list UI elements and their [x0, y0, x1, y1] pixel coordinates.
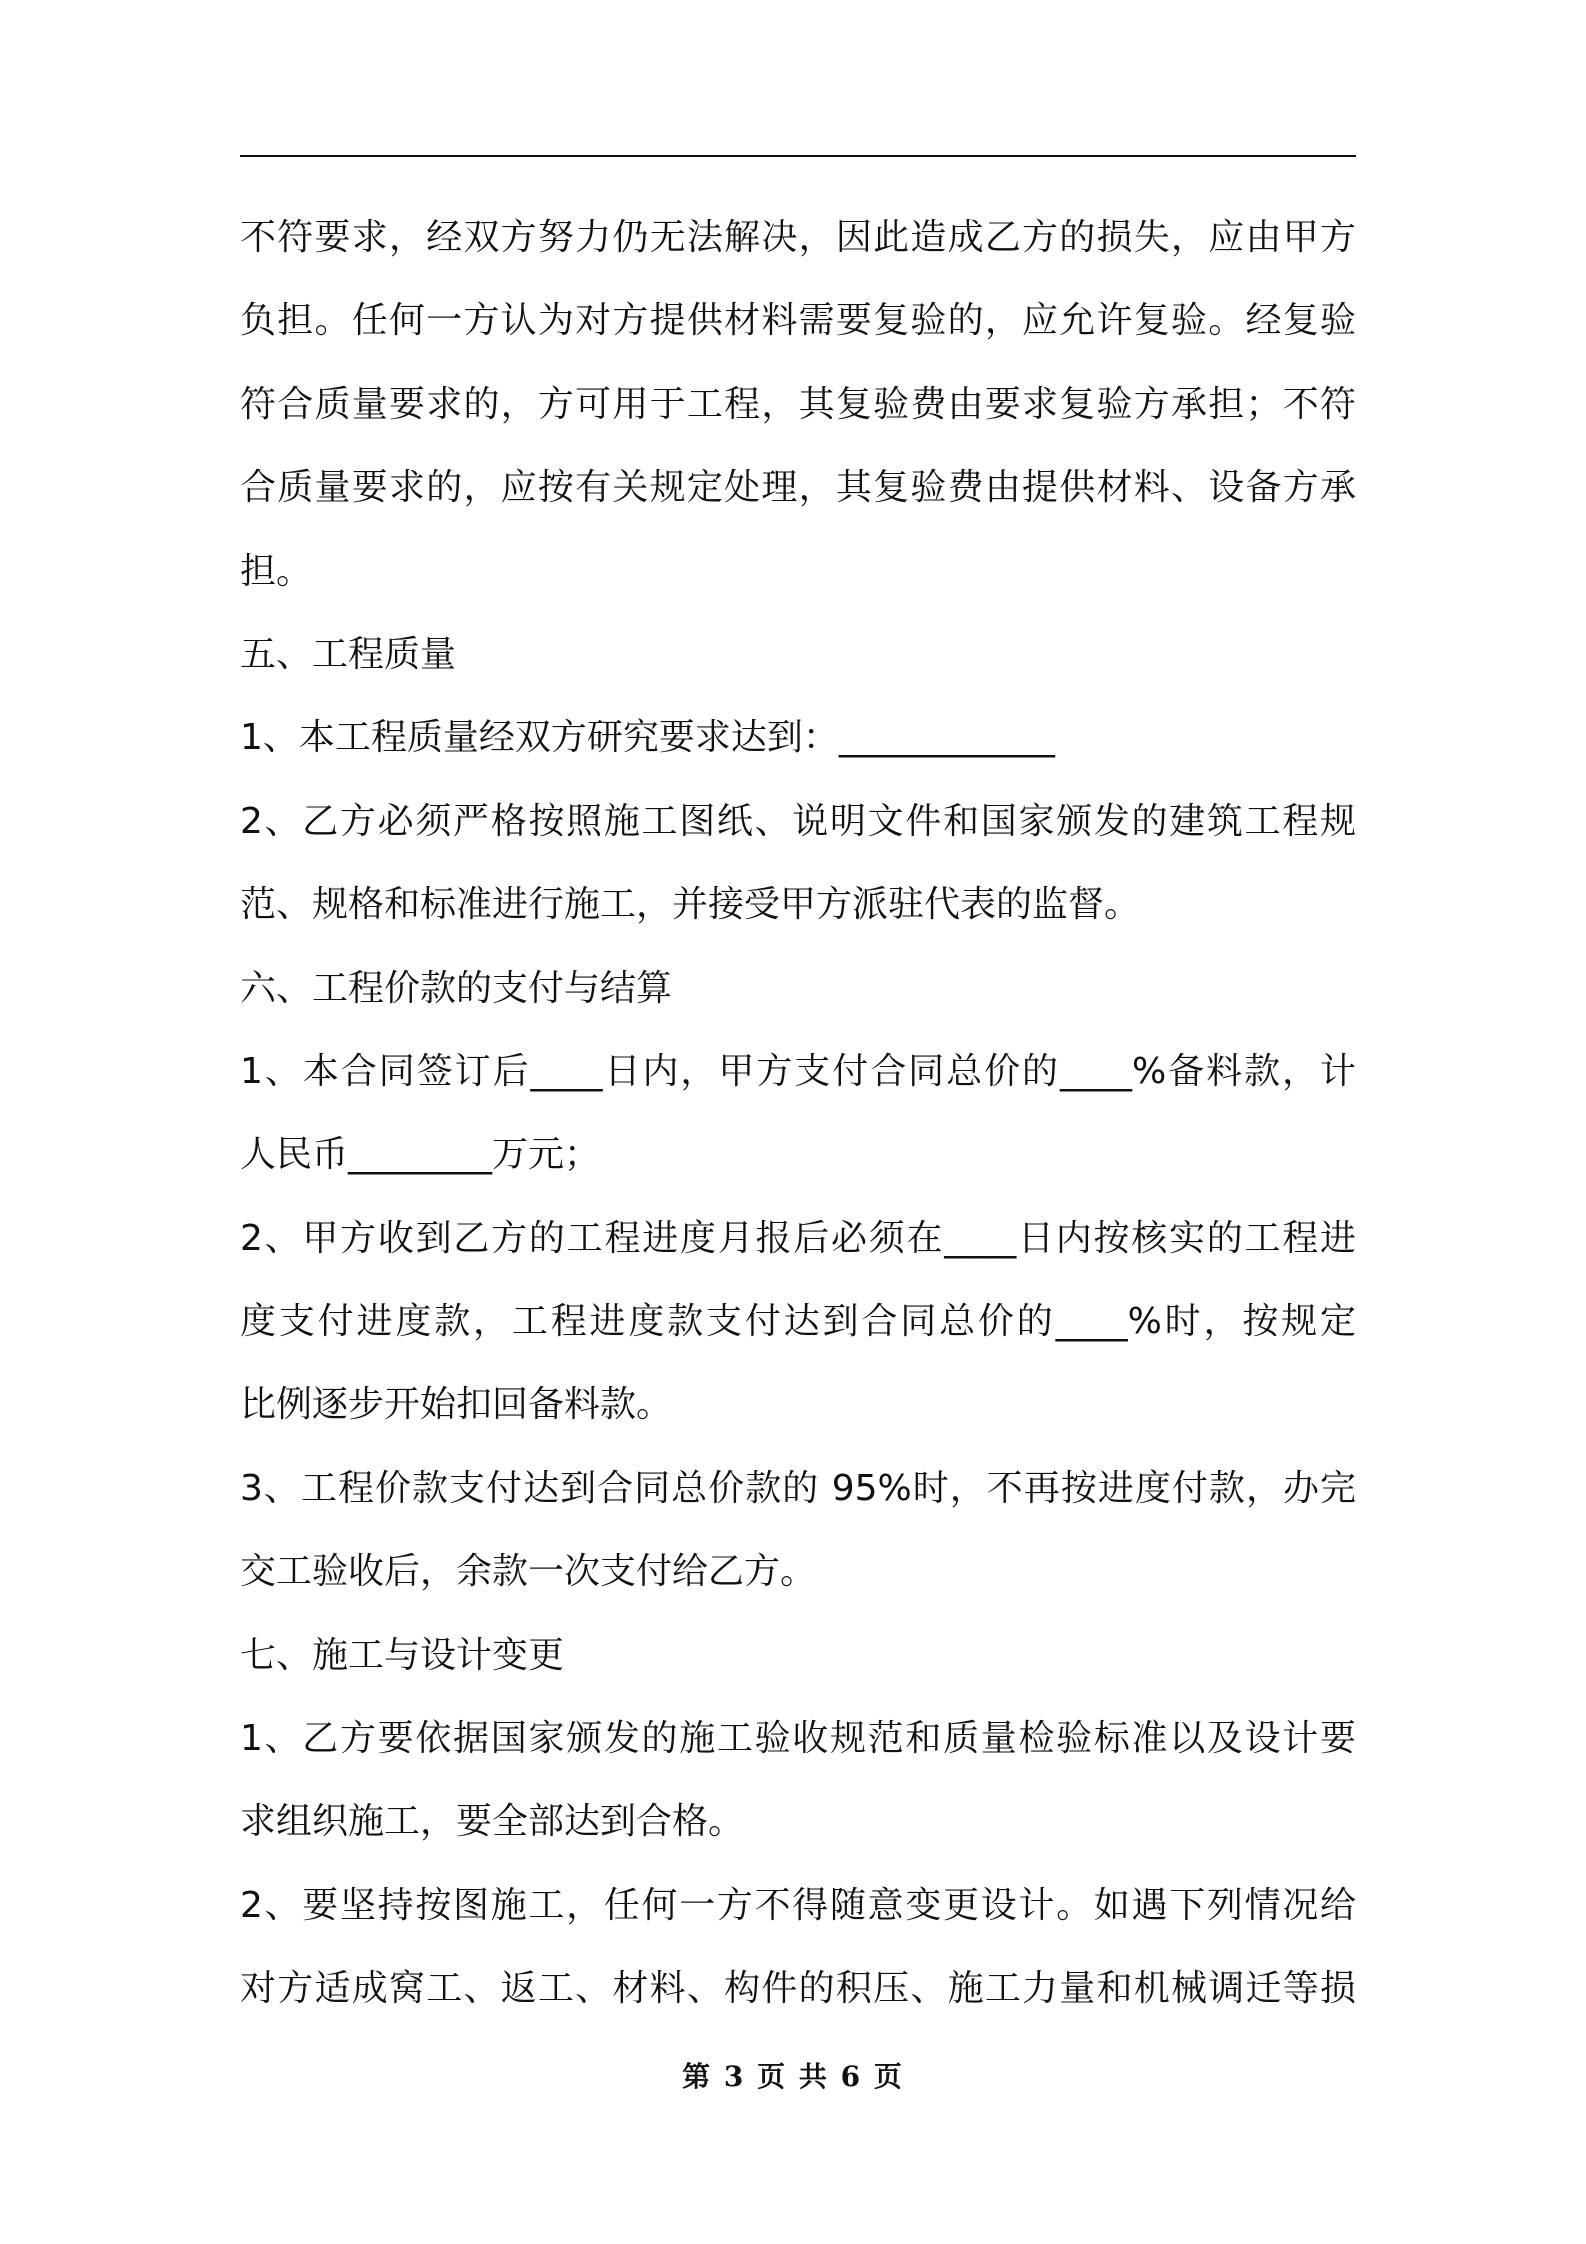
- text-line: 2、要坚持按图施工，任何一方不得随意变更设计。如遇下列情况给: [240, 1884, 1356, 1926]
- text-line: 1、本工程质量经双方研究要求达到：____________: [240, 717, 1055, 759]
- header-divider: [240, 155, 1356, 157]
- text-line: 2、乙方必须严格按照施工图纸、说明文件和国家颁发的建筑工程规: [240, 800, 1356, 842]
- section-heading: 七、施工与设计变更: [240, 1634, 565, 1676]
- text-line: 不符要求，经双方努力仍无法解决，因此造成乙方的损失，应由甲方: [240, 217, 1356, 258]
- text-line: 担。: [240, 550, 313, 592]
- text-line: 1、乙方要依据国家颁发的施工验收规范和质量检验标准以及设计要: [240, 1718, 1356, 1760]
- text-line: 合质量要求的，应按有关规定处理，其复验费由提供材料、设备方承: [240, 467, 1356, 509]
- text-line: 对方适成窝工、返工、材料、构件的积压、施工力量和机械调迁等损: [240, 1968, 1356, 2010]
- text-line: 1、本合同签订后____日内，甲方支付合同总价的____%备料款，计: [240, 1050, 1356, 1092]
- section-heading: 六、工程价款的支付与结算: [240, 967, 673, 1009]
- text-line: 比例逐步开始扣回备料款。: [240, 1384, 673, 1426]
- text-line: 符合质量要求的，方可用于工程，其复验费由要求复验方承担；不符: [240, 383, 1356, 425]
- text-line: 负担。任何一方认为对方提供材料需要复验的，应允许复验。经复验: [240, 300, 1356, 342]
- page-number-footer: 第 3 页 共 6 页: [682, 2060, 904, 2093]
- text-line: 求组织施工，要全部达到合格。: [240, 1801, 745, 1843]
- section-heading: 五、工程质量: [240, 633, 457, 675]
- document-body: [240, 196, 1356, 2031]
- text-line: 度支付进度款，工程进度款支付达到合同总价的____%时，按规定: [240, 1301, 1356, 1343]
- text-line: 3、工程价款支付达到合同总价款的 95%时，不再按进度付款，办完: [240, 1467, 1356, 1509]
- text-line: 交工验收后，余款一次支付给乙方。: [240, 1551, 817, 1593]
- text-line: 2、甲方收到乙方的工程进度月报后必须在____日内按核实的工程进: [240, 1217, 1356, 1259]
- text-line: 人民币________万元；: [240, 1134, 601, 1176]
- text-line: 范、规格和标准进行施工，并接受甲方派驻代表的监督。: [240, 884, 1141, 926]
